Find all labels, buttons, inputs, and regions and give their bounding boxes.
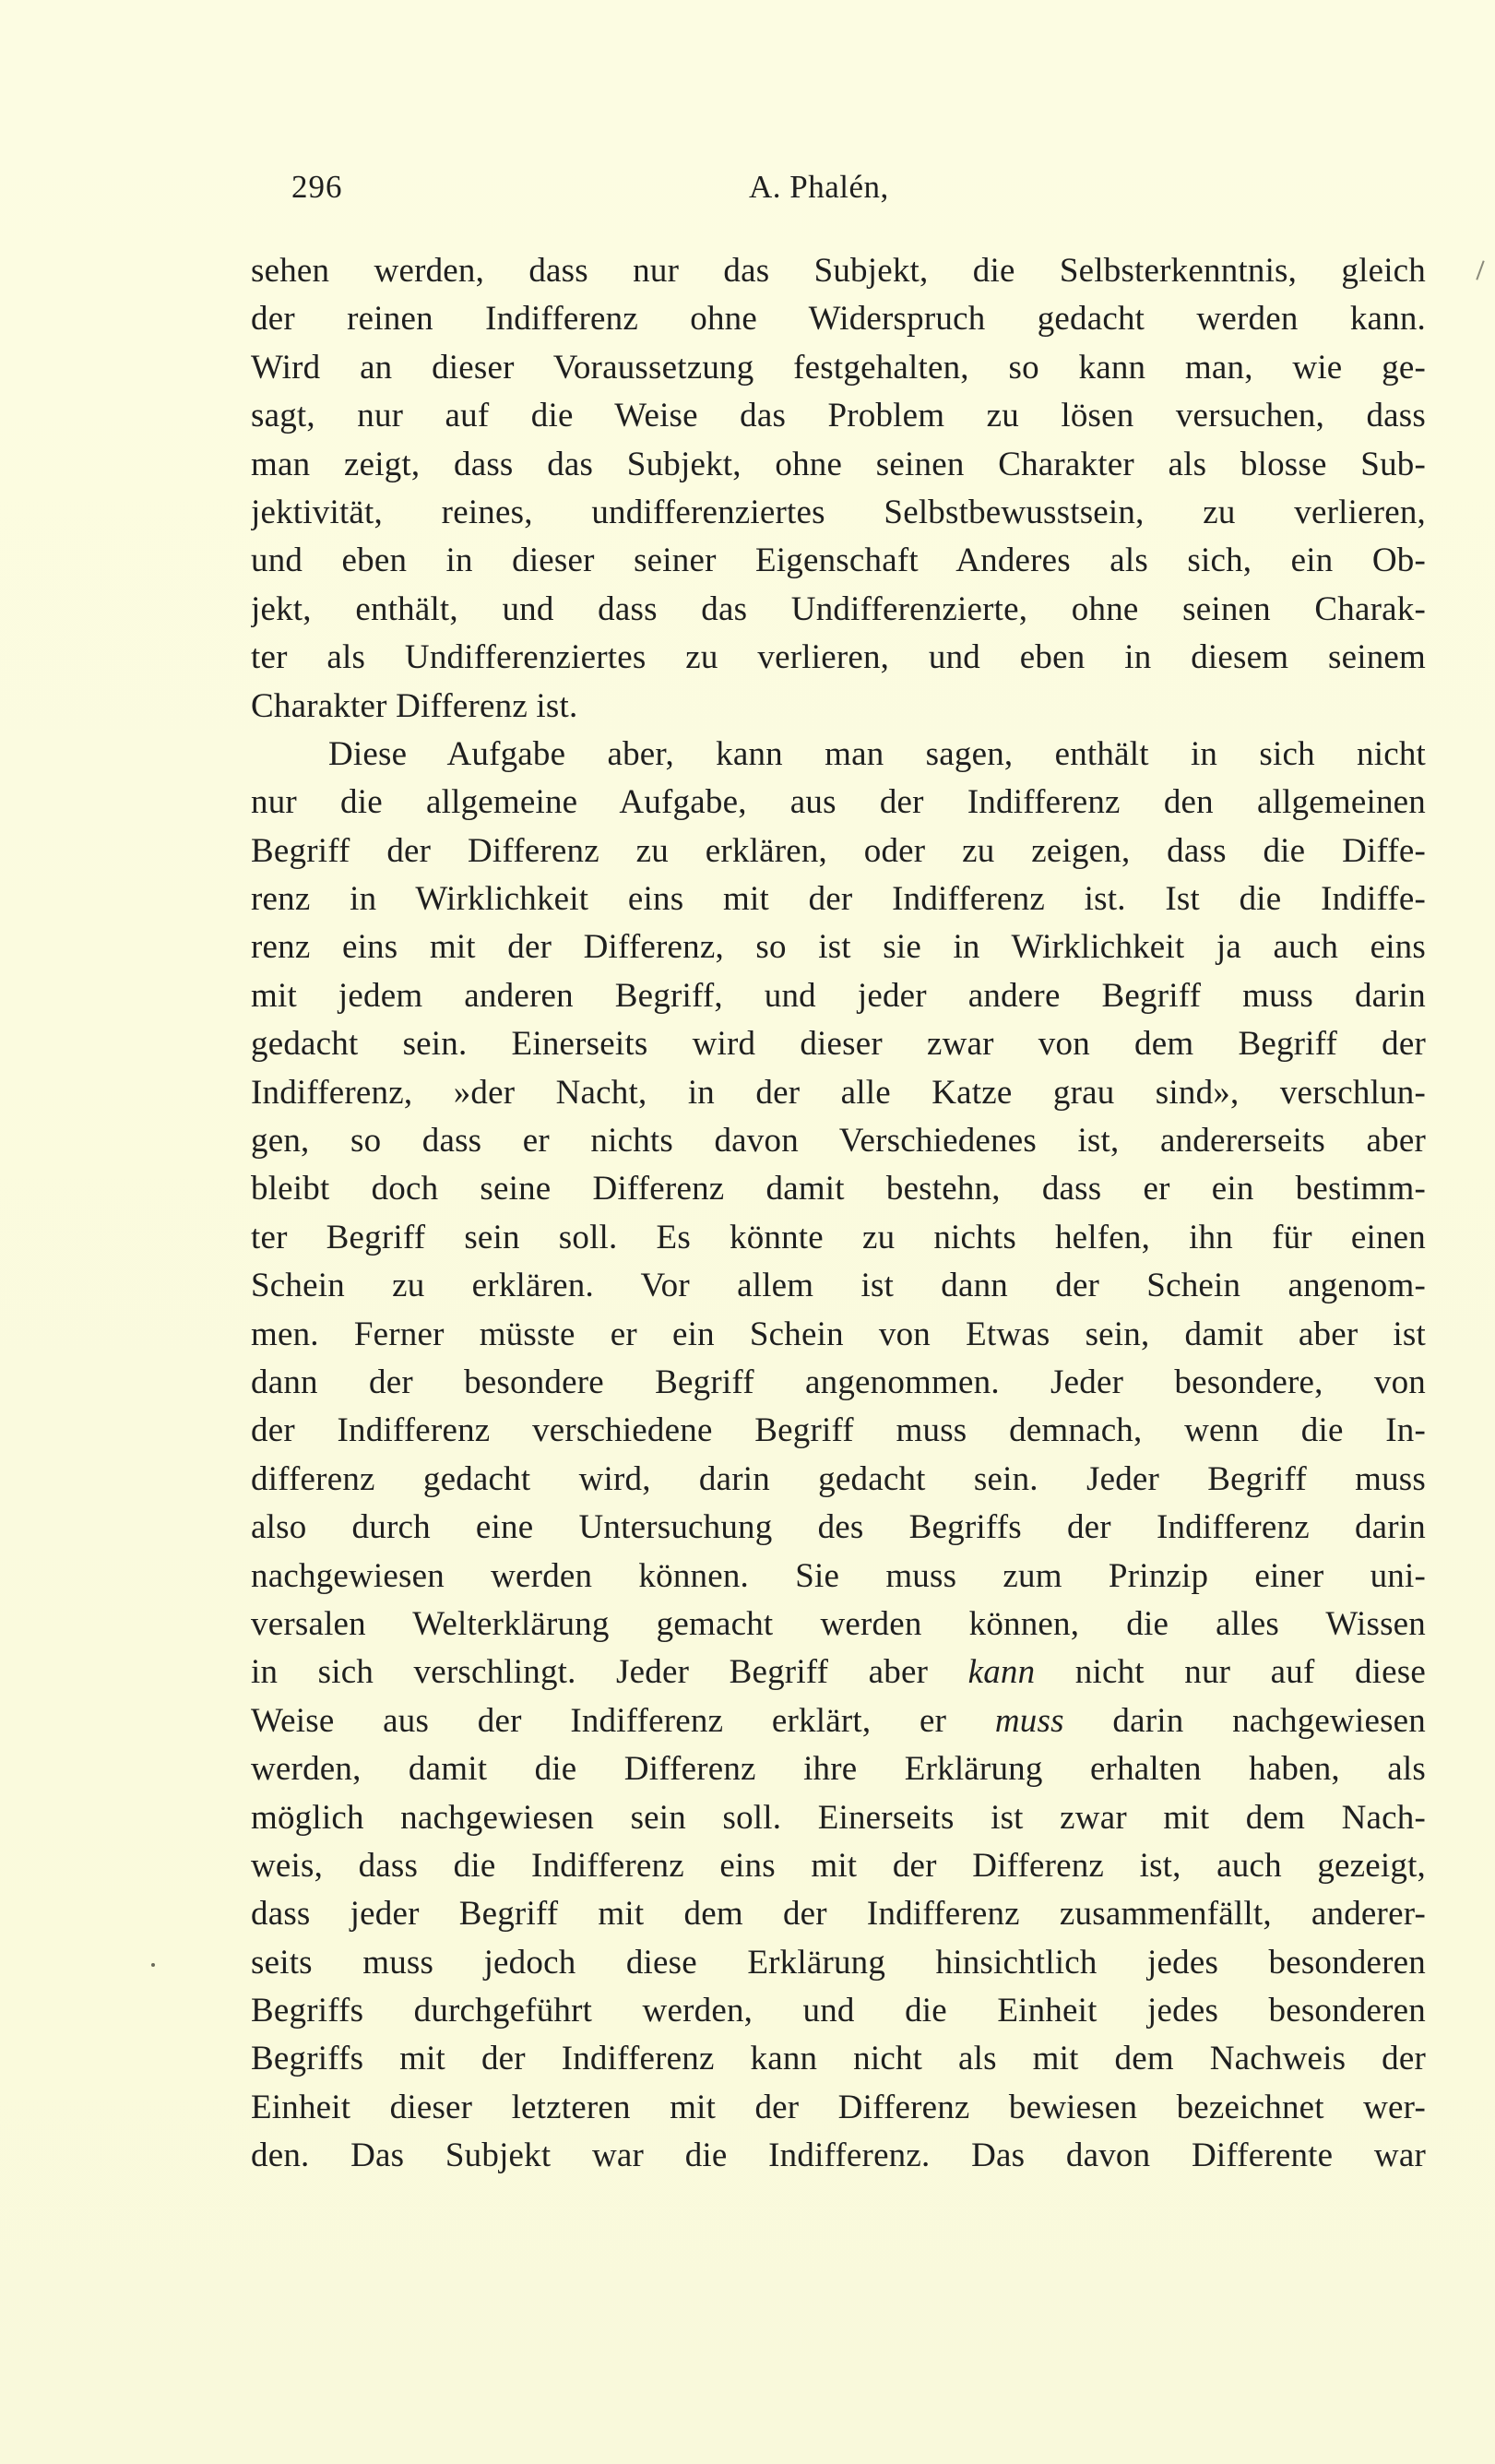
text-segment: Weise aus der Indifferenz erklärt, er <box>251 1701 995 1740</box>
text-line: nachgewiesen werden können. Sie muss zum Prinzip einer uni- <box>251 1556 1426 1595</box>
text-segment: nicht nur auf diese <box>1035 1653 1426 1692</box>
text-line: Begriffs durchgeführt werden, und die Einheit jedes besonderen <box>251 1992 1426 2030</box>
text-line: der reinen Indifferenz ohne Widerspruch gedacht werden kann. <box>251 300 1426 339</box>
text-line: Indifferenz, »der Nacht, in der alle Katze grau sind», verschlun- <box>251 1073 1426 1112</box>
text-line: Einheit dieser letzteren mit der Differenz bewiesen bezeichnet wer- <box>251 2088 1426 2126</box>
text-line: also durch eine Untersuchung des Begriffs der Indifferenz darin <box>251 1508 1426 1547</box>
text-line: nur die allgemeine Aufgabe, aus der Indifferenz den allgemeinen <box>251 783 1426 822</box>
text-line: möglich nachgewiesen sein soll. Einerseits ist zwar mit dem Nach- <box>251 1798 1426 1837</box>
text-line: jekt, enthält, und dass das Undifferenzierte, ohne seinen Charak- <box>251 589 1426 628</box>
text-line: sehen werden, dass nur das Subjekt, die Selbsterkenntnis, gleich <box>251 252 1426 290</box>
text-line: Wird an dieser Voraussetzung festgehalten, so kann man, wie ge- <box>251 348 1426 387</box>
text-line: renz eins mit der Differenz, so ist sie in Wirklichkeit ja auch eins <box>251 928 1426 967</box>
paper-speck <box>151 1963 155 1967</box>
text-line: differenz gedacht wird, darin gedacht sein. Jeder Begriff muss <box>251 1459 1426 1498</box>
text-line: Begriffs mit der Indifferenz kann nicht als mit dem Nachweis der <box>251 2040 1426 2078</box>
text-line: bleibt doch seine Differenz damit bestehn, dass er ein bestimm- <box>251 1170 1426 1208</box>
text-line: werden, damit die Differenz ihre Erklärung erhalten haben, als <box>251 1750 1426 1789</box>
page-number: 296 <box>291 169 343 205</box>
paragraph-last-line: Charakter Differenz ist. <box>251 686 578 725</box>
text-line: der Indifferenz verschiedene Begriff muss demnach, wenn die In- <box>251 1411 1426 1450</box>
emphasized-word: kann <box>967 1653 1036 1692</box>
text-segment: darin nachgewiesen <box>1063 1701 1426 1740</box>
margin-mark <box>1476 260 1484 280</box>
text-line: men. Ferner müsste er ein Schein von Etwas sein, damit aber ist <box>251 1315 1426 1353</box>
text-line: weis, dass die Indifferenz eins mit der Differenz ist, auch gezeigt, <box>251 1846 1426 1885</box>
text-line: ter Begriff sein soll. Es könnte zu nichts helfen, ihn für einen <box>251 1218 1426 1256</box>
text-line: ter als Undifferenziertes zu verlieren, und eben in diesem seinem <box>251 638 1426 677</box>
text-line: seits muss jedoch diese Erklärung hinsichtlich jedes besonderen <box>251 1943 1426 1982</box>
text-line: Begriff der Differenz zu erklären, oder zu zeigen, dass die Diffe- <box>251 831 1426 870</box>
text-line: man zeigt, dass das Subjekt, ohne seinen Charakter als blosse Sub- <box>251 445 1426 483</box>
emphasized-word: muss <box>994 1701 1064 1740</box>
text-segment: in sich verschlingt. Jeder Begriff aber <box>251 1653 968 1692</box>
text-line: mit jedem anderen Begriff, und jeder andere Begriff muss darin <box>251 976 1426 1015</box>
text-line-with-emphasis <box>251 1697 1426 1745</box>
running-head-author: A. Phalén, <box>749 169 889 205</box>
text-line: versalen Welterklärung gemacht werden können, die alles Wissen <box>251 1604 1426 1643</box>
body-text <box>251 247 1426 2181</box>
text-line: den. Das Subjekt war die Indifferenz. Das davon Differente war <box>251 2137 1426 2175</box>
text-line-with-emphasis <box>251 1649 1426 1696</box>
paragraph-first-line: Diese Aufgabe aber, kann man sagen, enthält in sich nicht <box>328 734 1426 773</box>
text-line: Schein zu erklären. Vor allem ist dann der Schein angenom- <box>251 1267 1426 1305</box>
text-line: renz in Wirklichkeit eins mit der Indifferenz ist. Ist die Indiffe- <box>251 880 1426 919</box>
text-line: gen, so dass er nichts davon Verschiedenes ist, andererseits aber <box>251 1122 1426 1161</box>
text-line: dann der besondere Begriff angenommen. Jeder besondere, von <box>251 1363 1426 1401</box>
text-line: und eben in dieser seiner Eigenschaft Anderes als sich, ein Ob- <box>251 542 1426 580</box>
text-line: gedacht sein. Einerseits wird dieser zwar von dem Begriff der <box>251 1025 1426 1064</box>
text-line: dass jeder Begriff mit dem der Indifferenz zusammenfällt, anderer- <box>251 1895 1426 1934</box>
text-line: sagt, nur auf die Weise das Problem zu lösen versuchen, dass <box>251 397 1426 435</box>
running-head <box>251 164 1426 210</box>
text-line: jektivität, reines, undifferenziertes Selbstbewusstsein, zu verlieren, <box>251 493 1426 531</box>
